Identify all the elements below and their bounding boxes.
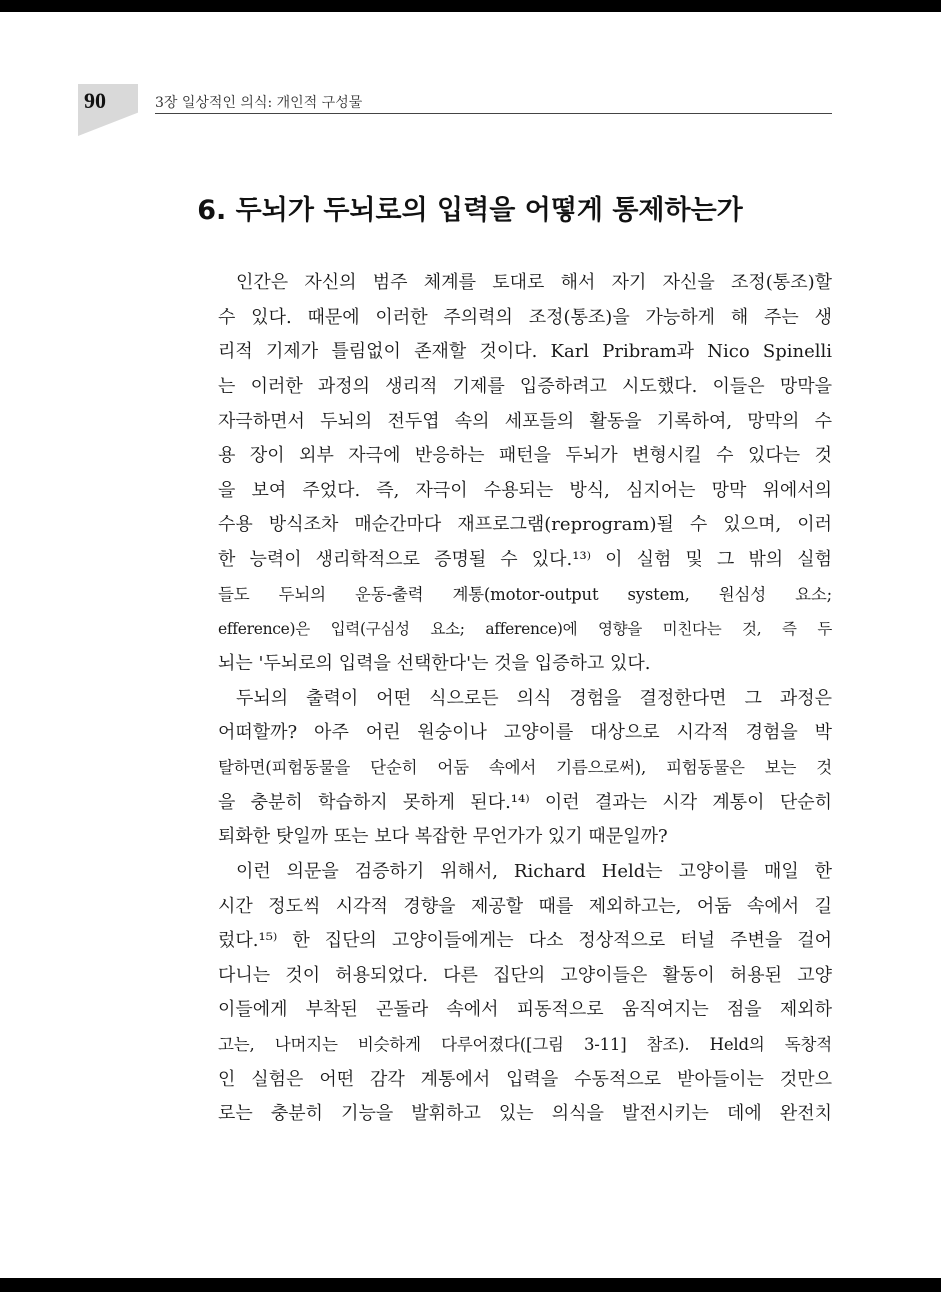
body-line: 렀다.¹⁵⁾ 한 집단의 고양이들에게는 다소 정상적으로 터널 주변을 걸어: [218, 930, 832, 952]
body-line: 뇌는 '두뇌로의 입력을 선택한다'는 것을 입증하고 있다.: [218, 653, 651, 675]
body-line: efference)은 입력(구심성 요소; afference)에 영향을 미친다는 것, 즉 두: [218, 620, 832, 639]
body-line: 을 보여 주었다. 즉, 자극이 수용되는 방식, 심지어는 망막 위에서의: [218, 479, 832, 501]
body-line: 어떠할까? 아주 어린 원숭이나 고양이를 대상으로 시각적 경험을 박: [218, 722, 832, 744]
body-line: 인간은 자신의 범주 체계를 토대로 해서 자기 자신을 조정(통조)할: [236, 272, 832, 293]
body-line: 로는 충분히 기능을 발휘하고 있는 의식을 발전시키는 데에 완전치: [218, 1103, 832, 1125]
body-line: 다니는 것이 허용되었다. 다른 집단의 고양이들은 활동이 허용된 고양: [218, 964, 832, 986]
body-line: 한 능력이 생리학적으로 증명될 수 있다.¹³⁾ 이 실험 및 그 밖의 실험: [218, 549, 832, 571]
body-line: 들도 두뇌의 운동-출력 계통(motor-output system, 원심성 요소;: [218, 584, 832, 604]
section-title: 6. 두뇌가 두뇌로의 입력을 어떻게 통제하는가: [197, 195, 743, 226]
body-line: 수용 방식조차 매순간마다 재프로그램(reprogram)될 수 있으며, 이러: [218, 514, 832, 536]
running-head: 3장 일상적인 의식: 개인적 구성물: [155, 95, 363, 111]
body-line: 자극하면서 두뇌의 전두엽 속의 세포들의 활동을 기록하여, 망막의 수: [218, 410, 832, 432]
body-line: 두뇌의 출력이 어떤 식으로든 의식 경험을 결정한다면 그 과정은: [236, 687, 832, 709]
body-line: 용 장이 외부 자극에 반응하는 패턴을 두뇌가 변형시킬 수 있다는 것: [218, 445, 832, 467]
body-line: 고는, 나머지는 비슷하게 다루어졌다([그림 3-11] 참조). Held의 독창적: [218, 1035, 832, 1055]
body-line: 시간 정도씩 시각적 경향을 제공할 때를 제외하고는, 어둠 속에서 길: [218, 895, 832, 917]
page-number: 90: [84, 88, 106, 113]
body-text: [218, 266, 832, 1132]
body-line: 이런 의문을 검증하기 위해서, Richard Held는 고양이를 매일 한: [236, 860, 832, 882]
top-border: [0, 0, 941, 12]
body-line: 탈하면(피험동물을 단순히 어둠 속에서 기름으로써), 피험동물은 보는 것: [218, 757, 832, 777]
body-line: 수 있다. 때문에 이러한 주의력의 조정(통조)을 가능하게 해 주는 생: [218, 306, 832, 328]
body-line: 인 실험은 어떤 감각 계통에서 입력을 수동적으로 받아들이는 것만으: [218, 1068, 832, 1090]
body-line: 리적 기제가 틀림없이 존재할 것이다. Karl Pribram과 Nico Spinelli: [218, 341, 832, 363]
bottom-border: [0, 1278, 941, 1292]
body-line: 이들에게 부착된 곤돌라 속에서 피동적으로 움직여지는 점을 제외하: [218, 999, 832, 1021]
body-line: 퇴화한 탓일까 또는 보다 복잡한 무언가가 있기 때문일까?: [218, 826, 668, 848]
body-line: 는 이러한 과정의 생리적 기제를 입증하려고 시도했다. 이들은 망막을: [218, 375, 832, 397]
body-line: 을 충분히 학습하지 못하게 된다.¹⁴⁾ 이런 결과는 시각 계통이 단순히: [218, 791, 832, 813]
header-rule: [155, 113, 832, 114]
